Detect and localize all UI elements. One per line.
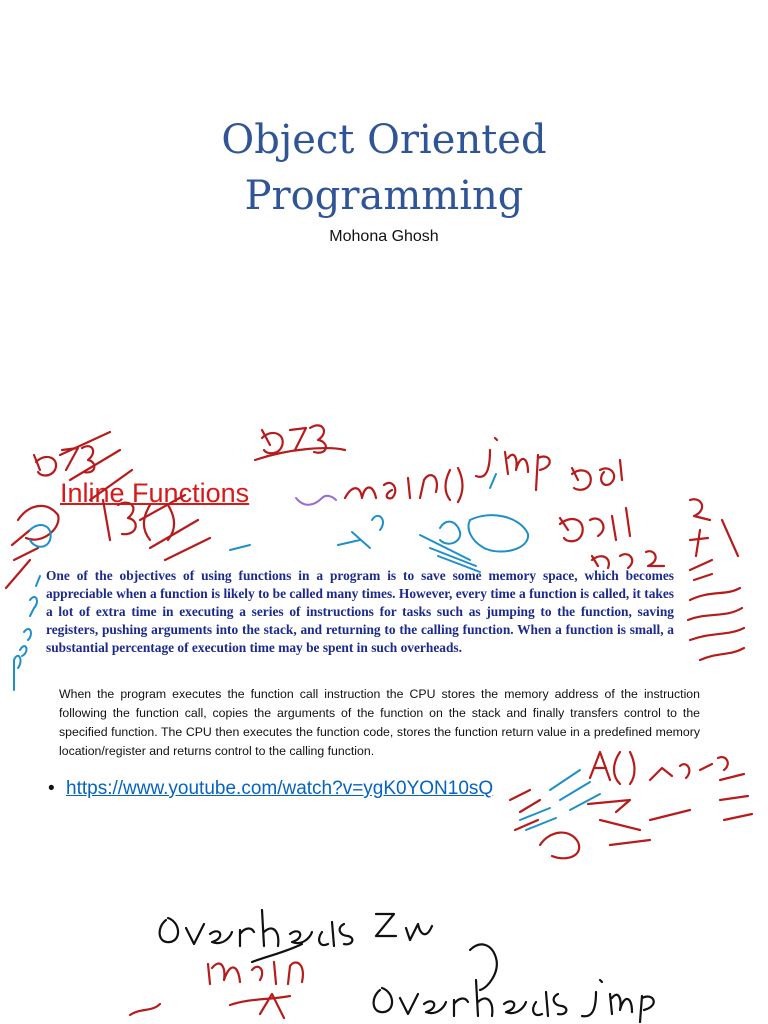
black-ink-strokes [160,910,654,1022]
link-bullet-item [48,778,493,800]
youtube-link[interactable]: https://www.youtube.com/watch?v=ygK0YON10sQ [66,778,494,799]
slide-author: Mohona Ghosh [329,228,439,245]
slide-title-line-1: Object Oriented [221,117,547,163]
purple-ink-strokes [296,496,336,505]
bullet-glyph: • [48,778,55,799]
slide-title-block [0,112,768,224]
scanned-text-excerpt: One of the objectives of using functions in a program is to save some memory space, which becomes appreciable when a function is likely to be called many times. However, every time a function is called, it takes a lot of extra time in executing a series of instructions for tasks such as jumping to the function, saving registers, pushing arguments into the stack, and returning to the calling function. When a function is small, a substantial percentage of execution time may be spent in such overheads. [46,568,674,655]
slide-title-line-2: Programming [244,173,524,219]
section-heading: Inline Functions [60,478,250,508]
body-paragraph: When the program executes the function call instruction the CPU stores the memory address of the instruction following the function call, copies the arguments of the function on the stack and finally transfers control to the specified function. The CPU then executes the function code, stores the function return value in a predefined memory location/register and returns control to the calling function. [59,687,700,758]
